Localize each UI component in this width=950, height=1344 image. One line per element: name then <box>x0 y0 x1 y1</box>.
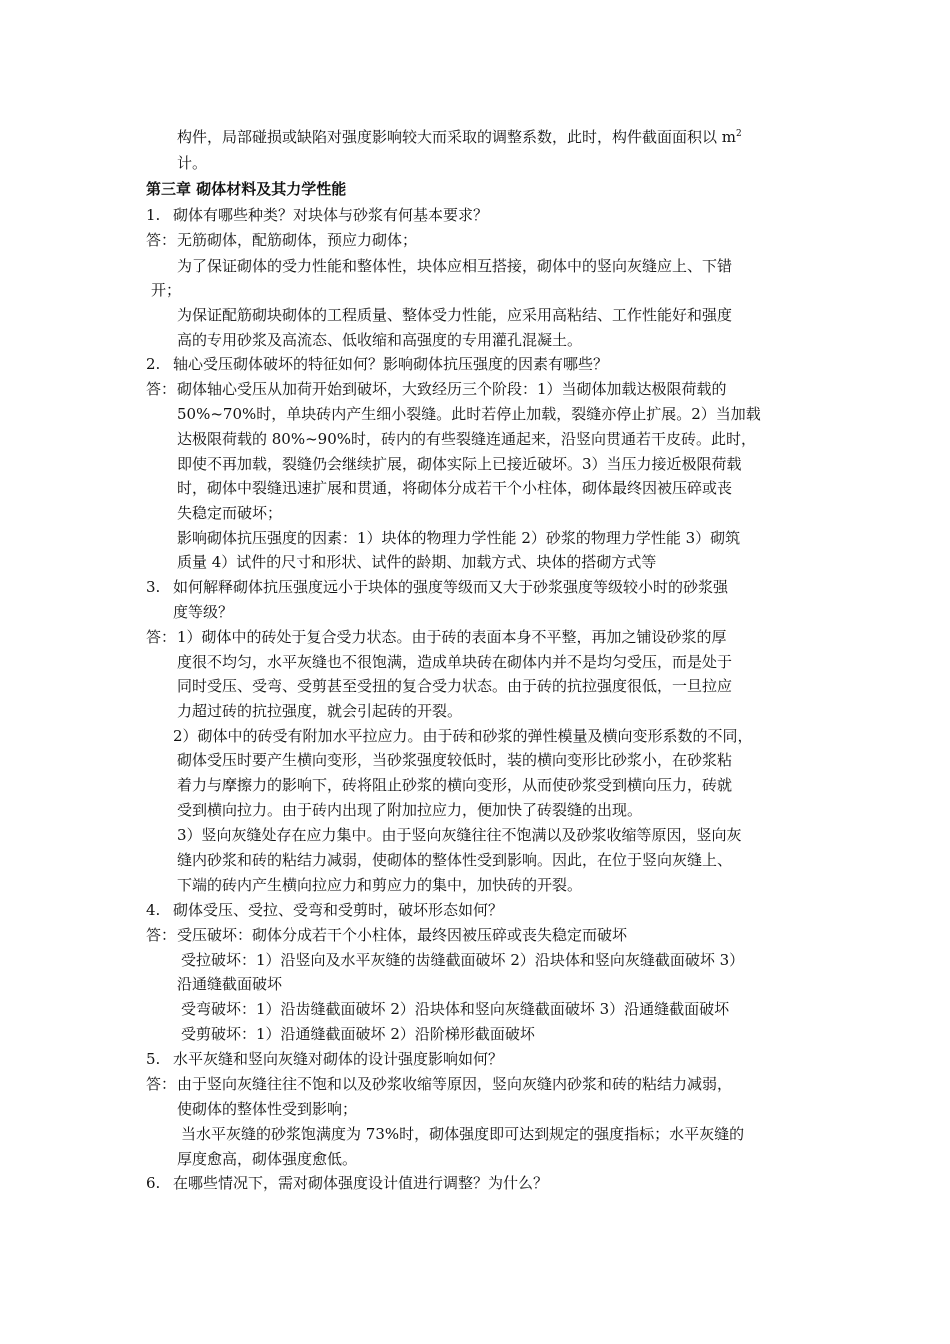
answer-line: 高的专用砂浆及高流态、低收缩和高强度的专用灌孔混凝土。 <box>177 331 583 349</box>
answer-line: 缝内砂浆和砖的粘结力减弱，使砌体的整体性受到影响。因此，在位于竖向灰缝上、 <box>177 851 733 869</box>
answer-prefix: 答： <box>146 380 177 398</box>
answer-line: 时，砌体中裂缝迅速扩展和贯通，将砌体分成若干个小柱体，砌体最终因被压碎或丧 <box>177 479 733 497</box>
answer-line: 开； <box>151 281 182 299</box>
answer-prefix: 答： <box>146 231 177 249</box>
question-text: 度等级？ <box>173 603 234 621</box>
question-text: 如何解释砌体抗压强度远小于块体的强度等级而又大于砂浆强度等级较小时的砂浆强 <box>173 578 729 596</box>
question-number: 5. <box>146 1050 161 1068</box>
answer-prefix: 答： <box>146 1075 177 1093</box>
answer-prefix: 答： <box>146 628 177 646</box>
answer-line: 砌体轴心受压从加荷开始到破坏，大致经历三个阶段：1）当砌体加载达极限荷载的 <box>177 380 727 398</box>
answer-line: 砌体受压时要产生横向变形，当砂浆强度较低时，装的横向变形比砂浆小，在砂浆粘 <box>177 751 733 769</box>
answer-line: 失稳定而破坏； <box>177 504 283 522</box>
answer-line: 沿通缝截面破坏 <box>177 975 283 993</box>
answer-line: 着力与摩擦力的影响下，砖将阻止砂浆的横向变形，从而使砂浆受到横向压力，砖就 <box>177 776 733 794</box>
answer-line: 无筋砌体，配筋砌体，预应力砌体； <box>177 231 418 249</box>
question-text: 轴心受压砌体破坏的特征如何？影响砌体抗压强度的因素有哪些？ <box>173 355 609 373</box>
answer-line: 1）砌体中的砖处于复合受力状态。由于砖的表面本身不平整，再加之铺设砂浆的厚 <box>177 628 727 646</box>
answer-line: 受弯破坏：1）沿齿缝截面破坏 2）沿块体和竖向灰缝截面破坏 3）沿通缝截面破坏 <box>181 1000 730 1018</box>
answer-line: 影响砌体抗压强度的因素：1）块体的物理力学性能 2）砂浆的物理力学性能 3）砌筑 <box>177 529 741 547</box>
answer-prefix: 答： <box>146 926 177 944</box>
answer-line: 当水平灰缝的砂浆饱满度为 73%时，砌体强度即可达到规定的强度指标；水平灰缝的 <box>181 1125 745 1143</box>
answer-line: 质量 4）试件的尺寸和形状、试件的龄期、加载方式、块体的搭砌方式等 <box>177 553 657 571</box>
chapter-heading: 第三章 砌体材料及其力学性能 <box>146 180 347 198</box>
answer-line: 力超过砖的抗拉强度，就会引起砖的开裂。 <box>177 702 463 720</box>
question-text: 砌体受压、受拉、受弯和受剪时，破坏形态如何？ <box>173 901 504 919</box>
continued-text: 构件，局部碰损或缺陷对强度影响较大而采取的调整系数，此时，构件截面面积以 m <box>177 128 736 146</box>
answer-line: 受压破坏：砌体分成若干个小柱体，最终因被压碎或丧失稳定而破坏 <box>177 926 628 944</box>
paragraph-line: 计。 <box>177 154 208 172</box>
answer-line: 2）砌体中的砖受有附加水平拉应力。由于砖和砂浆的弹性模量及横向变形系数的不同， <box>173 727 753 745</box>
question-text: 在哪些情况下，需对砌体强度设计值进行调整？为什么？ <box>173 1174 549 1192</box>
question-text: 砌体有哪些种类？对块体与砂浆有何基本要求？ <box>173 206 489 224</box>
question-number: 4. <box>146 901 161 919</box>
answer-line: 度很不均匀，水平灰缝也不很饱满，造成单块砖在砌体内并不是均匀受压，而是处于 <box>177 653 733 671</box>
question-number: 3. <box>146 578 161 596</box>
superscript: 2 <box>736 129 742 139</box>
question-text: 水平灰缝和竖向灰缝对砌体的设计强度影响如何？ <box>173 1050 504 1068</box>
question-number: 6. <box>146 1174 161 1192</box>
answer-line: 3）竖向灰缝处存在应力集中。由于竖向灰缝往往不饱满以及砂浆收缩等原因，竖向灰 <box>177 826 742 844</box>
answer-line: 为保证配筋砌块砌体的工程质量、整体受力性能，应采用高粘结、工作性能好和强度 <box>177 306 733 324</box>
answer-line: 50%~70%时，单块砖内产生细小裂缝。此时若停止加载，裂缝亦停止扩展。2）当加载 <box>177 405 761 423</box>
answer-line: 厚度愈高，砌体强度愈低。 <box>177 1150 358 1168</box>
answer-line: 使砌体的整体性受到影响； <box>177 1100 358 1118</box>
answer-line: 下端的砖内产生横向拉应力和剪应力的集中，加快砖的开裂。 <box>177 876 583 894</box>
answer-line: 为了保证砌体的受力性能和整体性，块体应相互搭接，砌体中的竖向灰缝应上、下错 <box>177 257 733 275</box>
answer-line: 受剪破坏：1）沿通缝截面破坏 2）沿阶梯形截面破坏 <box>181 1025 535 1043</box>
answer-line: 同时受压、受弯、受剪甚至受扭的复合受力状态。由于砖的抗拉强度很低，一旦拉应 <box>177 677 733 695</box>
answer-line: 受拉破坏：1）沿竖向及水平灰缝的齿缝截面破坏 2）沿块体和竖向灰缝截面破坏 3） <box>181 951 745 969</box>
paragraph-line <box>177 128 742 146</box>
answer-line: 受到横向拉力。由于砖内出现了附加拉应力，便加快了砖裂缝的出现。 <box>177 801 643 819</box>
answer-line: 达极限荷载的 80%~90%时，砖内的有些裂缝连通起来，沿竖向贯通若干皮砖。此时， <box>177 430 757 448</box>
question-number: 2. <box>146 355 161 373</box>
answer-line: 由于竖向灰缝往往不饱和以及砂浆收缩等原因，竖向灰缝内砂浆和砖的粘结力减弱， <box>177 1075 733 1093</box>
question-number: 1. <box>146 206 161 224</box>
answer-line: 即使不再加载，裂缝仍会继续扩展，砌体实际上已接近破坏。3）当压力接近极限荷载 <box>177 455 742 473</box>
